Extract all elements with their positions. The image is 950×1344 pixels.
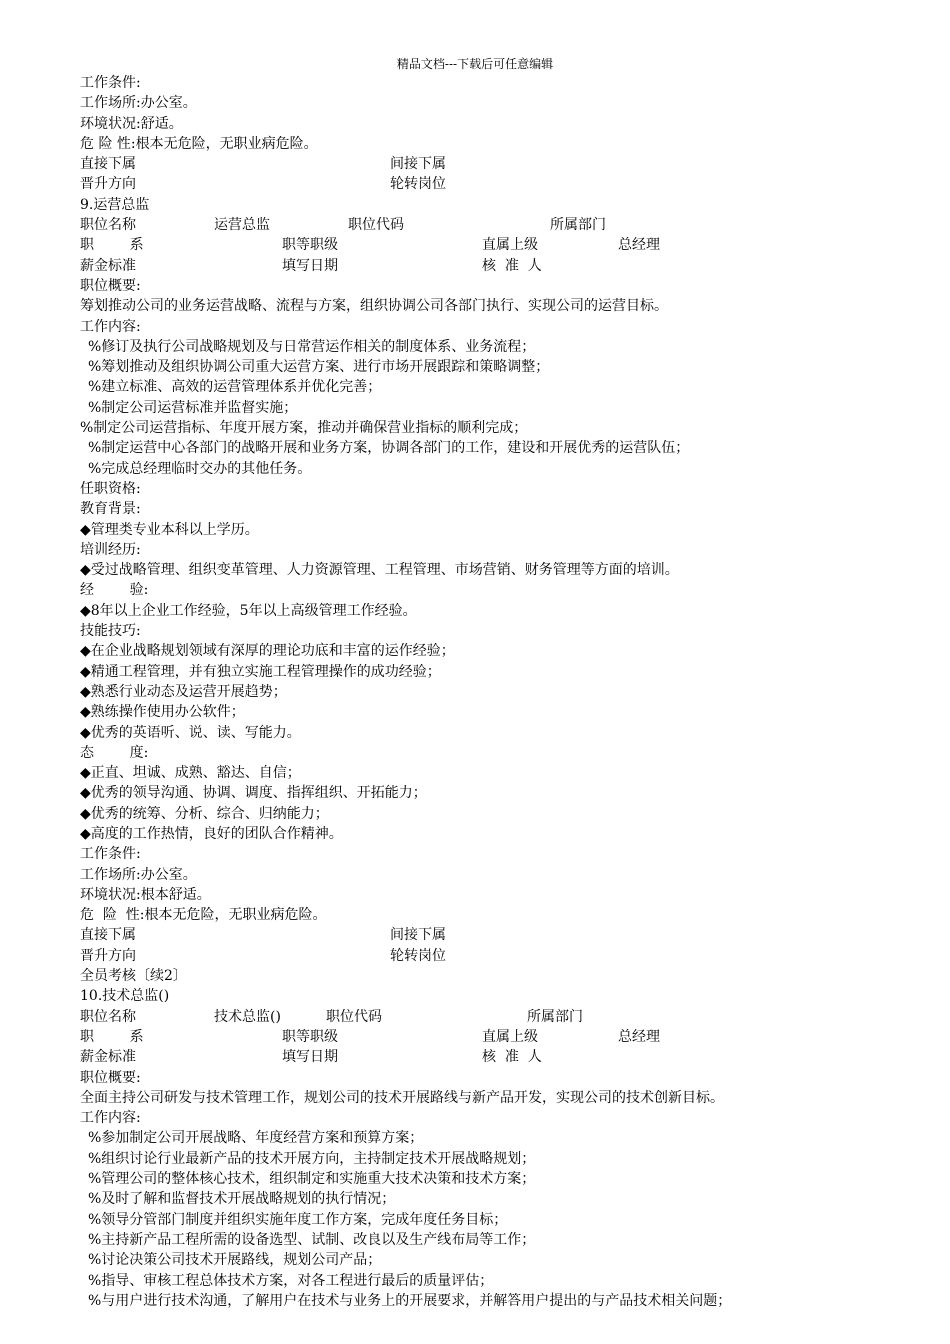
overview-label: 职位概要: [80, 1069, 141, 1086]
position-code-label: 职位代码 [326, 1008, 382, 1025]
experience-item: ◆8年以上企业工作经验，5年以上高级管理工作经验。 [80, 602, 417, 619]
direct-sub-label: 直接下属 [80, 927, 136, 944]
superior-label: 直属上级 [482, 237, 538, 254]
section-heading: 10.技术总监() [80, 988, 170, 1005]
attitude-item: ◆正直、坦诚、成熟、豁达、自信； [80, 765, 301, 782]
superior-value: 总经理 [618, 237, 660, 254]
indirect-sub-label: 间接下属 [390, 156, 446, 173]
position-name-value: 技术总监() [214, 1008, 281, 1025]
attitude-item: ◆优秀的统筹、分析、综合、归纳能力； [80, 805, 329, 822]
education-item: ◆管理类专业本科以上学历。 [80, 521, 259, 538]
attitude-item: ◆优秀的领导沟通、协调、调度、指挥组织、开拓能力； [80, 785, 427, 802]
promotion-row [80, 946, 920, 966]
workplace-line: 工作场所:办公室。 [80, 866, 197, 883]
section-heading: 9.运营总监 [80, 196, 150, 213]
fill-date-label: 填写日期 [282, 1049, 338, 1066]
info-row-2 [80, 235, 920, 255]
indirect-sub-label: 间接下属 [390, 927, 446, 944]
skills-item: ◆精通工程管理，并有独立实施工程管理操作的成功经验； [80, 663, 441, 680]
content-item: %组织讨论行业最新产品的技术开展方向，主持制定技术开展战略规划； [88, 1150, 536, 1167]
salary-label: 薪金标准 [80, 1049, 136, 1066]
overview-text: 筹划推动公司的业务运营战略、流程与方案，组织协调公司各部门执行、实现公司的运营目标。 [80, 298, 668, 315]
environment-line: 环境状况:舒适。 [80, 115, 183, 132]
training-label: 培训经历: [80, 541, 141, 558]
direct-sub-label: 直接下属 [80, 156, 136, 173]
environment-line: 环境状况:根本舒适。 [80, 886, 211, 903]
education-label: 教育背景: [80, 501, 141, 518]
workplace-line: 工作场所:办公室。 [80, 95, 197, 112]
danger-line: 危 险 性:根本无危险，无职业病危险。 [80, 135, 318, 152]
fill-date-label: 填写日期 [282, 257, 338, 274]
content-label: 工作内容: [80, 318, 141, 335]
content-item: %及时了解和监督技术开展战略规划的执行情况； [88, 1191, 396, 1208]
content-item: %与用户进行技术沟通，了解用户在技术与业务上的开展要求，并解答用户提出的与产品技术相关问题； [88, 1292, 732, 1309]
info-row-3 [80, 1047, 920, 1067]
work-conditions-label: 工作条件: [80, 846, 141, 863]
position-name-value: 运营总监 [214, 217, 270, 234]
superior-label: 直属上级 [482, 1028, 538, 1045]
qualification-label: 任职资格: [80, 480, 141, 497]
training-item: ◆受过战略管理、组织变革管理、人力资源管理、工程管理、市场营销、财务管理等方面的培训。 [80, 562, 679, 579]
content-item: %制定公司运营标准并监督实施； [88, 399, 298, 416]
salary-label: 薪金标准 [80, 257, 136, 274]
department-label: 所属部门 [550, 217, 606, 234]
content-item: %制定公司运营指标、年度开展方案，推动并确保营业指标的顺利完成； [80, 420, 528, 437]
overview-text: 全面主持公司研发与技术管理工作，规划公司的技术开展路线与新产品开发，实现公司的技术创新目标。 [80, 1089, 724, 1106]
rotation-label: 轮转岗位 [390, 176, 446, 193]
grade-label: 职等职级 [282, 237, 338, 254]
content-item: %筹划推动及组织协调公司重大运营方案、进行市场开展跟踪和策略调整； [88, 359, 550, 376]
promotion-label: 晋升方向 [80, 176, 136, 193]
superior-value: 总经理 [618, 1028, 660, 1045]
experience-label: 经 验: [80, 582, 149, 599]
info-row-3 [80, 256, 920, 276]
promotion-label: 晋升方向 [80, 947, 136, 964]
content-item: %讨论决策公司技术开展路线，规划公司产品； [88, 1252, 382, 1269]
content-item: %领导分管部门制度并组织实施年度工作方案，完成年度任务目标； [88, 1211, 508, 1228]
content-item: %完成总经理临时交办的其他任务。 [88, 460, 312, 477]
skills-item: ◆熟练操作使用办公软件； [80, 704, 245, 721]
approver-label: 核 准 人 [482, 1049, 542, 1066]
promotion-row [80, 174, 920, 194]
attitude-label: 态 度: [80, 744, 149, 761]
position-code-label: 职位代码 [348, 217, 404, 234]
info-row-2 [80, 1027, 920, 1047]
document-body [80, 73, 920, 1311]
position-name-label: 职位名称 [80, 1008, 136, 1025]
content-item: %修订及执行公司战略规划及与日常营运作相关的制度体系、业务流程； [88, 338, 536, 355]
position-name-label: 职位名称 [80, 217, 136, 234]
page-header: 精品文档---下载后可任意编辑 [396, 57, 554, 71]
skills-item: ◆熟悉行业动态及运营开展趋势； [80, 683, 287, 700]
info-row-1 [80, 215, 920, 235]
series-label: 职 系 [80, 237, 144, 254]
skills-item: ◆优秀的英语听、说、读、写能力。 [80, 724, 301, 741]
skills-label: 技能技巧: [80, 623, 141, 640]
series-label: 职 系 [80, 1028, 144, 1045]
rotation-label: 轮转岗位 [390, 947, 446, 964]
content-item: %建立标准、高效的运营管理体系并优化完善； [88, 379, 382, 396]
approver-label: 核 准 人 [482, 257, 542, 274]
content-label: 工作内容: [80, 1110, 141, 1127]
attitude-item: ◆高度的工作热情，良好的团队合作精神。 [80, 825, 343, 842]
grade-label: 职等职级 [282, 1028, 338, 1045]
info-row-1 [80, 1007, 920, 1027]
overview-label: 职位概要: [80, 277, 141, 294]
work-conditions-label: 工作条件: [80, 75, 141, 91]
content-item: %参加制定公司开展战略、年度经营方案和预算方案； [88, 1130, 424, 1147]
content-item: %制定运营中心各部门的战略开展和业务方案，协调各部门的工作，建设和开展优秀的运营队伍； [88, 440, 690, 457]
content-item: %主持新产品工程所需的设备选型、试制、改良以及生产线布局等工作； [88, 1231, 536, 1248]
appraisal-note: 全员考核〔续2〕 [80, 968, 187, 985]
content-item: %管理公司的整体核心技术，组织制定和实施重大技术决策和技术方案； [88, 1171, 536, 1188]
content-item: %指导、审核工程总体技术方案，对各工程进行最后的质量评估； [88, 1272, 494, 1289]
subordinates-row [80, 925, 920, 945]
skills-item: ◆在企业战略规划领域有深厚的理论功底和丰富的运作经验； [80, 643, 455, 660]
subordinates-row [80, 154, 920, 174]
danger-line: 危 险 性:根本无危险，无职业病危险。 [80, 907, 327, 924]
department-label: 所属部门 [527, 1008, 583, 1025]
